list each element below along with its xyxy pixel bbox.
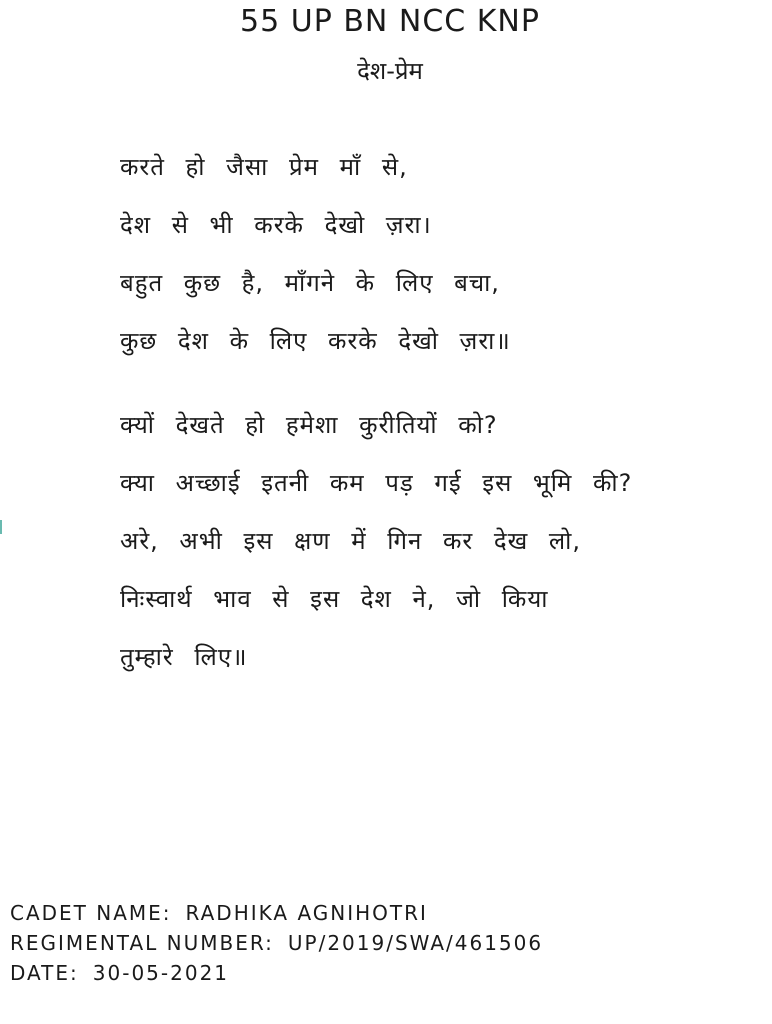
poem-line: क्या अच्छाई इतनी कम पड़ गई इस भूमि की? bbox=[120, 469, 633, 497]
poem-line: अरे, अभी इस क्षण में गिन कर देख लो, bbox=[120, 527, 581, 555]
cadet-name-value: RADHIKA AGNIHOTRI bbox=[185, 901, 428, 925]
date-value: 30-05-2021 bbox=[92, 961, 230, 985]
poem-line: निःस्वार्थ भाव से इस देश ने, जो किया bbox=[120, 585, 549, 613]
poem-line: क्यों देखते हो हमेशा कुरीतियों को? bbox=[120, 411, 498, 439]
cadet-name-row bbox=[10, 898, 543, 928]
date-label: DATE: bbox=[10, 961, 79, 985]
poem-line: कुछ देश के लिए करके देखो ज़रा॥ bbox=[120, 327, 511, 355]
stanza-2 bbox=[120, 396, 632, 686]
regimental-number-row bbox=[10, 928, 543, 958]
stanza-1 bbox=[120, 138, 511, 370]
poem-line: बहुत कुछ है, माँगने के लिए बचा, bbox=[120, 269, 500, 297]
regimental-number-value: UP/2019/SWA/461506 bbox=[287, 931, 544, 955]
poem-line: तुम्हारे लिए॥ bbox=[120, 643, 248, 671]
regimental-number-label: REGIMENTAL NUMBER: bbox=[10, 931, 274, 955]
poem-line: करते हो जैसा प्रेम माँ से, bbox=[120, 153, 408, 181]
unit-title: 55 UP BN NCC KNP bbox=[240, 4, 540, 39]
edge-mark bbox=[0, 520, 2, 534]
poem-title: देश-प्रेम bbox=[357, 57, 423, 85]
cadet-name-label: CADET NAME: bbox=[10, 901, 172, 925]
cadet-details bbox=[10, 898, 543, 988]
date-row bbox=[10, 958, 543, 988]
poem-line: देश से भी करके देखो ज़रा। bbox=[120, 211, 432, 239]
